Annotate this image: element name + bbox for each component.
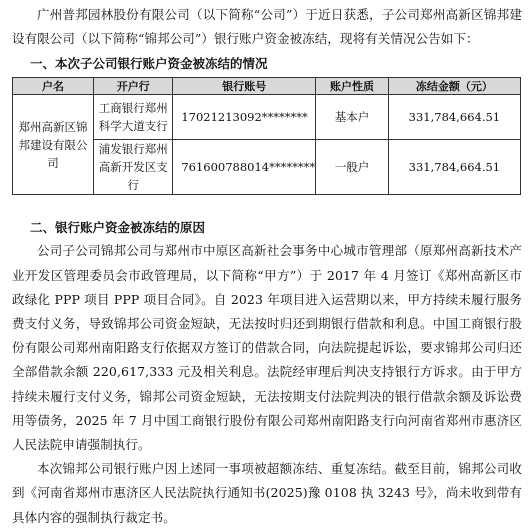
bank-cell: 浦发银行郑州高新开发区支行: [94, 140, 173, 195]
cause-paragraph: 公司子公司锦邦公司与郑州市中原区高新社会事务中心城市管理部（原郑州高新技术产业开发区管理委员会市政管理局，以下简称“甲方”）于 2017 年 4 月签订《郑州高新区市政绿化 PPP 项目 PPP 项目合同》。自 2023 年项目进入运营期以来，甲方持续未履行服务费支付义务，导致锦邦公司资金短缺，无法按时归还到期银行借款和利息。中国工商银行股份有限公司郑州南阳路支行依据双方签订的借款合同，向法院提起诉讼，要求锦邦公司归还全部借款余额 220,617,333 元及相关利息。法院经审理后判决支持银行方诉求。由于甲方持续未履行支付义务，锦邦公司资金短缺，无法按期支付法院判决的银行借款余额及诉讼费用等债务，2025 年 7 月中国工商银行股份有限公司郑州南阳路支行向河南省郑州市惠济区人民法院申请强制执行。: [12, 243, 522, 453]
header-account: 银行账号: [173, 78, 316, 95]
table-row: [13, 95, 521, 140]
table-header-row: [13, 78, 521, 95]
section-1-heading: 一、本次子公司银行账户资金被冻结的情况: [30, 56, 268, 72]
account-number-cell: 17021213092********: [173, 95, 316, 140]
header-type: 账户性质: [316, 78, 389, 95]
account-holder-cell: 郑州高新区锦邦建设有限公司: [13, 95, 94, 195]
header-bank: 开户行: [94, 78, 173, 95]
header-holder: 户名: [13, 78, 94, 95]
status-paragraph: 本次锦邦公司银行账户因上述同一事项被超额冻结、重复冻结。截至目前，锦邦公司收到《河南省郑州市惠济区人民法院执行通知书(2025)豫 0108 执 3243 号》，尚未收到带有具体内容的强制执行裁定书。: [12, 461, 522, 525]
section-2-heading: 二、银行账户资金被冻结的原因: [30, 220, 206, 236]
account-number-cell: 761600788014********: [173, 140, 316, 195]
bank-cell: 工商银行郑州科学大道支行: [94, 95, 173, 140]
account-type-cell: 基本户: [316, 95, 389, 140]
frozen-amount-cell: 331,784,664.51: [388, 140, 520, 195]
frozen-accounts-table: [12, 77, 521, 195]
intro-paragraph: 广州普邦园林股份有限公司（以下简称“公司”）于近日获悉，子公司郑州高新区锦邦建设有限公司（以下简称“锦邦公司”）银行账户资金被冻结，现将有关情况公告如下：: [12, 7, 522, 47]
account-type-cell: 一般户: [316, 140, 389, 195]
frozen-amount-cell: 331,784,664.51: [388, 95, 520, 140]
header-amount: 冻结金额（元）: [388, 78, 520, 95]
